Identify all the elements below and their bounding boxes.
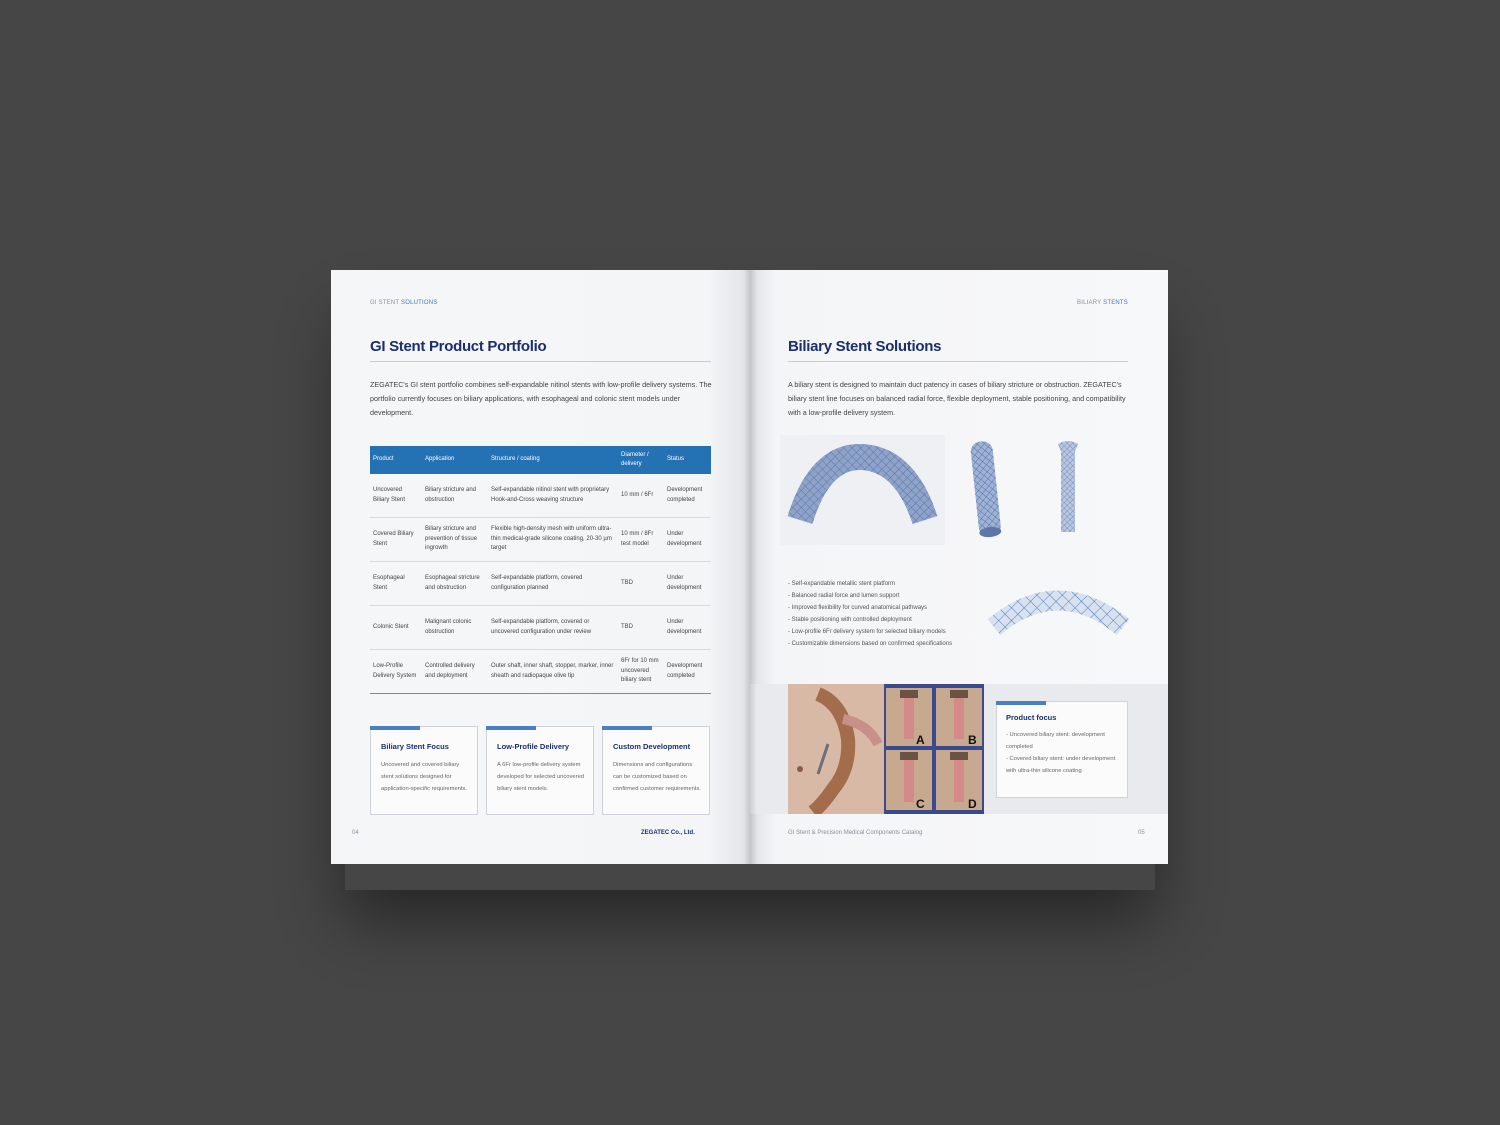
table-cell: Colonic Stent — [370, 606, 422, 650]
card-title: Low-Profile Delivery — [497, 742, 570, 751]
card-low-profile-delivery — [486, 726, 594, 815]
table-row — [370, 606, 711, 650]
table-header: Diameter / delivery — [618, 446, 664, 474]
table-cell: Biliary stricture and prevention of tissue ingrowth — [422, 518, 488, 562]
panel-label-d: D — [968, 797, 977, 811]
card-body: A 6Fr low-profile delivery system developed for selected uncovered biliary stent models. — [497, 762, 585, 792]
card-biliary-stent-focus — [370, 726, 478, 815]
table-cell: 10 mm / 6Fr — [618, 474, 664, 518]
panel-label-a: A — [916, 733, 925, 747]
running-head-accent: SOLUTIONS — [401, 300, 438, 306]
right-page — [750, 270, 1168, 864]
list-item: - Low-profile 6Fr delivery system for selected biliary models — [788, 629, 946, 635]
portfolio-table — [370, 446, 711, 694]
card-accent-bar — [602, 726, 652, 730]
running-head-main: BILIARY — [1077, 300, 1102, 306]
page-title: Biliary Stent Solutions — [788, 338, 942, 355]
page-title: GI Stent Product Portfolio — [370, 338, 547, 355]
table-cell: Malignant colonic obstruction — [422, 606, 488, 650]
card-accent-bar — [996, 701, 1046, 705]
running-head-accent: STENTS — [1103, 300, 1128, 306]
curved-stent-image — [780, 435, 945, 545]
list-item: - Self-expandable metallic stent platform — [788, 581, 896, 587]
intro-text: A biliary stent is designed to maintain duct patency in cases of biliary stricture or obstruction. ZEGATEC's biliary stent line focuses on balanced radial force, flexible deployment, stable positioning, and compatibility with a low-profile delivery system. — [788, 380, 1126, 417]
table-cell: Uncovered Biliary Stent — [370, 474, 422, 518]
table-header: Status — [664, 446, 711, 474]
arched-stent-image — [986, 582, 1131, 652]
table-cell: Flexible high-density mesh with uniform ultra-thin medical-grade silicone coating, 20-30 µm target — [488, 518, 618, 562]
card-accent-bar — [486, 726, 536, 730]
table-cell: Development completed — [664, 474, 711, 518]
feature-list — [788, 578, 952, 650]
footer-catalog: GI Stent & Precision Medical Components Catalog — [788, 830, 923, 836]
table-cell: Under development — [664, 562, 711, 606]
table-cell: Self-expandable platform, covered configuration planned — [488, 562, 618, 606]
running-head — [370, 300, 438, 306]
running-head-main: GI STENT — [370, 300, 400, 306]
table-cell: Under development — [664, 606, 711, 650]
table-cell: TBD — [618, 606, 664, 650]
table-cell: Esophageal Stent — [370, 562, 422, 606]
table-cell: Esophageal stricture and obstruction — [422, 562, 488, 606]
table-cell: Biliary stricture and obstruction — [422, 474, 488, 518]
product-focus-box — [996, 701, 1128, 798]
panel-label-c: C — [916, 797, 925, 811]
table-cell: Development completed — [664, 650, 711, 694]
list-item: - Covered biliary stent: under development with ultra-thin silicone coating — [1006, 756, 1116, 774]
table-cell: TBD — [618, 562, 664, 606]
card-title: Custom Development — [613, 742, 691, 751]
footer-company: ZEGATEC Co., Ltd. — [641, 830, 695, 836]
anatomy-illustration — [788, 684, 984, 814]
product-focus-list — [1006, 729, 1124, 777]
straight-stent-image — [968, 436, 1008, 546]
title-rule — [788, 361, 1128, 362]
product-focus-title: Product focus — [1006, 713, 1057, 722]
list-item: - Improved flexibility for curved anatomical pathways — [788, 605, 928, 611]
table-cell: Low-Profile Delivery System — [370, 650, 422, 694]
page-number: 05 — [1138, 830, 1145, 836]
title-rule — [370, 361, 711, 362]
table-row — [370, 474, 711, 518]
table-header: Product — [370, 446, 422, 474]
table-cell: 6Fr for 10 mm uncovered biliary stent — [618, 650, 664, 694]
table-cell: Self-expandable nitinol stent with proprietary Hook-and-Cross weaving structure — [488, 474, 618, 518]
list-item: - Stable positioning with controlled deployment — [788, 617, 912, 623]
table-header-row — [370, 446, 711, 474]
table-cell: Controlled delivery and deployment — [422, 650, 488, 694]
book-spine — [743, 270, 757, 864]
intro-text: ZEGATEC's GI stent portfolio combines self-expandable nitinol stents with low-profile delivery systems. The portfolio currently focuses on biliary applications, with esophageal and colonic stent models under development. — [370, 380, 712, 417]
card-body: Uncovered and covered biliary stent solutions designed for application-specific requirements. — [381, 762, 468, 792]
table-cell: 10 mm / 8Fr test model — [618, 518, 664, 562]
table-cell: Covered Biliary Stent — [370, 518, 422, 562]
left-page — [331, 270, 750, 864]
card-accent-bar — [370, 726, 420, 730]
running-head — [1077, 300, 1128, 306]
table-header: Structure / coating — [488, 446, 618, 474]
card-title: Biliary Stent Focus — [381, 742, 449, 751]
list-item: - Balanced radial force and lumen support — [788, 593, 900, 599]
panel-label-b: B — [968, 733, 977, 747]
flared-stent-image — [1053, 440, 1083, 540]
table-row — [370, 650, 711, 694]
list-item: - Customizable dimensions based on confirmed specifications — [788, 641, 953, 647]
table-cell: Self-expandable platform, covered or uncovered configuration under review — [488, 606, 618, 650]
page-number: 04 — [352, 830, 359, 836]
table-cell: Outer shaft, inner shaft, stopper, marker, inner sheath and radiopaque olive tip — [488, 650, 618, 694]
table-row — [370, 518, 711, 562]
card-body: Dimensions and configurations can be customized based on confirmed customer requirements. — [613, 762, 701, 792]
card-custom-development — [602, 726, 710, 815]
list-item: - Uncovered biliary stent: development completed — [1006, 732, 1105, 750]
table-cell: Under development — [664, 518, 711, 562]
table-row — [370, 562, 711, 606]
table-header: Application — [422, 446, 488, 474]
